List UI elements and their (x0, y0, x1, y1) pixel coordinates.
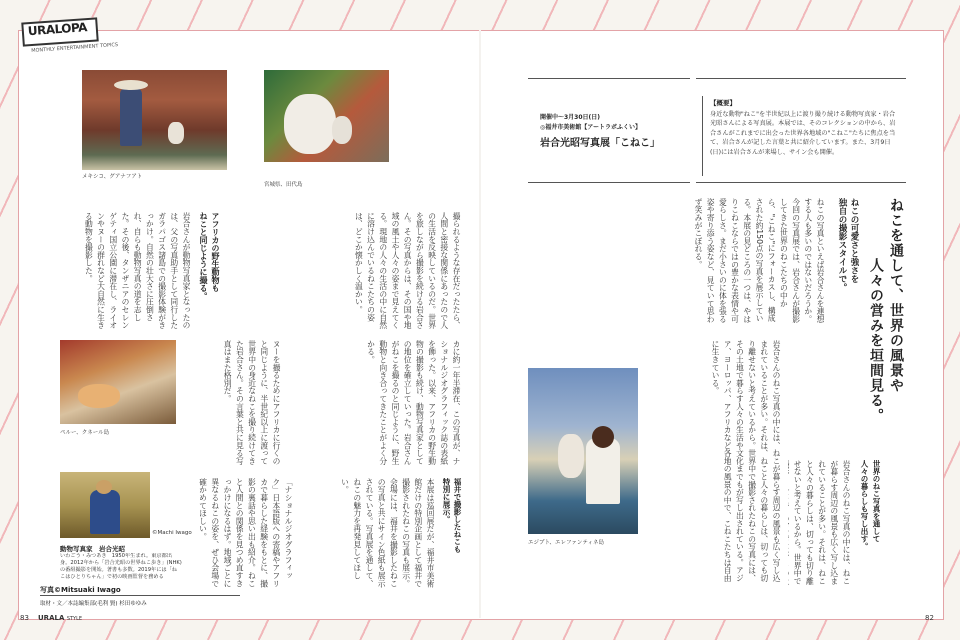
photo-peru-cats (60, 340, 176, 424)
photographer-head (96, 480, 112, 494)
event-date: 開催中～3月30日(日) (540, 114, 601, 121)
body-paragraph-world: 岩合さんのねこ写真の中には、ねこが暮らす周辺の風景も広く写し込まれていることが多い。それは、ねこと人々の暮らしは、切っても切り離せないと考えているから。世界中で (793, 460, 851, 585)
body-paragraph-4: カに約一年半滞在、この写真が、ナショナルジオグラフィック誌の表紙を飾った。以来、アフリカの野生動物の撮影も続け、動物写真家としての地位を確立していった。岩合さんがねこを撮るのと同じように、野生動物と向き合ってきたことがよく分かる。 (366, 340, 461, 465)
info-rule-bottom (696, 182, 906, 183)
logo-tagline: MONTHLY ENTERTAINMENT TOPICS (31, 41, 119, 55)
boy-head (592, 426, 614, 448)
body-paragraph-1: ねこの写真といえば岩合さんを連想する人も多いのではないだろうか。今回の写真展では、岩合さんが撮影してきた世界のねこたちの中から、"こねこ"にフォーカスし、構成された約150点の写真を展示している。本展の見どころの一つは、やはりこねこならではの豊かな表情や可愛らしさ。まだ小さいのに体を張る姿や寄り添う姿など、見ていて思わず笑みがこぼれる。 (693, 198, 825, 323)
photo-mexico-cats (82, 70, 227, 170)
caption-machi: ©Machi Iwago (152, 530, 192, 536)
lead-fukui-2: 特別に展示。 (442, 478, 451, 523)
page-number-left: 83 (20, 614, 29, 622)
caption-peru: ペルー、クネール島 (60, 430, 110, 436)
lead-africa-1: アフリカの野生動物も (211, 212, 220, 292)
event-venue: ◎福井市美術館【アートラボふくい】 (540, 124, 642, 131)
footer-style: STYLE (66, 616, 83, 622)
headline-line-2: 人々の営みを垣間見る。 (868, 258, 884, 423)
info-rule-top (696, 78, 906, 79)
lead-world-2: 人々の暮らしも写し出す。 (860, 460, 869, 550)
photo-credit: 写真©Mitsuaki Iwago (40, 586, 121, 594)
photo-photographer-portrait (60, 472, 150, 538)
headline-line-1: ねこを通して、世界の風景や (888, 198, 904, 393)
event-rule-bottom (528, 182, 690, 183)
lead-fukui-1: 福井で撮影したねこも (453, 478, 462, 553)
cat-on-boat (558, 434, 584, 478)
body-paragraph-5: 岩合さんが動物写真家となったのは、父の写真助手として同行したガラパゴス諸島での撮影体験がきっかけ。自然の壮大さに圧倒され、自らも動物写真の道を志した。その後、タンザニアのセレンゲティ国立公園に滞在し、ライオンやヌーの群れなど大自然に生きる動物を撮影した。 (84, 212, 191, 329)
photographer-figure (90, 490, 120, 534)
body-paragraph-8: 「ナショナルジオグラフィック」日本語版への寄稿やアフリカで暮らした経験をもとに、撮影の裏話や思い出も紹介。ねこと人間との関係を見つめ直すきっかけになるはず。地域ごとに異なるねこの姿を、ぜひ会場で確かめてほしい。 (198, 478, 293, 588)
body-paragraph-6: ヌーを撮るためにアフリカに行くのと同じように、半世紀以上に渡って世界中の身近なねこを撮り続けてきた岩合さん。その言葉と共に見る写真はまた格別だ。 (223, 340, 281, 465)
info-divider (702, 96, 703, 176)
footer-magazine-name (38, 614, 82, 622)
lead-style-2: 独自の撮影スタイルで。 (837, 198, 847, 292)
profile-body: いわごう・みつあき 1950年生まれ。東京都出身。2012年から「岩合光昭の世界ねこ歩き」(NHK)の番組撮影を開始。著書も多数。2019年には「ねこはひとりちゃん」で初の映画監督を務める (60, 553, 182, 580)
cat-shape (168, 122, 184, 144)
orange-cat (78, 384, 120, 408)
body-paragraph-7: 本展は巡回展だが、福井市美術館だけの特別企画として福井で撮影されたねこの写真も展示。会場には、福井を撮影したねこの写真と共にサイン色紙も展示されている。写真展を通して、ねこの魅力を再発見してほしい。 (340, 478, 435, 588)
footer-rule-left (40, 595, 240, 596)
white-cat-large (284, 94, 336, 154)
event-rule-top (528, 78, 690, 79)
man-figure (120, 88, 142, 146)
white-cat-small (332, 116, 352, 144)
logo-text: URALOPA (27, 20, 88, 39)
caption-egypt: エジプト、エレファンティネ島 (528, 540, 604, 546)
lead-world-1: 世界のねこ写真を通して (872, 460, 881, 543)
lead-style-1: ねこの可愛さと強さを (849, 198, 859, 283)
event-title: 岩合光昭写真展「こねこ」 (540, 138, 660, 149)
footer-name: URALA (38, 614, 65, 622)
photo-tashirojima-cats (264, 70, 389, 162)
page-fold (479, 30, 481, 618)
page-number-right: 82 (925, 614, 934, 622)
caption-mexico: メキシコ、グアナフアト (82, 174, 143, 180)
photo-egypt-boy-cat (528, 368, 638, 534)
profile-name: 動物写真家 岩合光昭 (60, 545, 125, 553)
staff-credit: 取材・文／本誌編集部(毛利 賢) 杉田ゆゆみ (40, 601, 147, 607)
lead-africa-2: ねこと同じように撮る。 (199, 212, 208, 300)
hat-shape (114, 80, 148, 90)
info-heading: 【概要】 (710, 99, 736, 107)
body-paragraph-3: 撮られるような存在だったたら、人間と密接な関係にあったので人の生活を反映しているのだ。世界を旅しながら撮影を続ける岩合さん。その写真からは、その国や地域の風土や人々の姿まで見えてくる。現地の人々の生活の中に自然に溶け込んでいるねこたちの姿は、どこか懐かしく温かい。 (354, 212, 461, 329)
body-paragraph-2: 岩合さんのねこ写真の中には、ねこが暮らす周辺の風景も広く写し込まれていることが多い。それは、ねこと人々の暮らしは、切っても切り離せないと考えているから。世界中で撮影されたねこの写真には、その土地で暮らす人々の生活や文化までもが写し出されている。アジア、ヨーロッパ、アフリカなど各地の風景の中で、こねこたちは自由に生きている。 (710, 340, 781, 582)
info-text: 身近な動物"ねこ"を半世紀以上に渡り撮り続ける動物写真家・岩合光昭さんによる写真展。本展では、そのコレクションの中から、岩合さんがこれまでに出会った世界各地域の"こねこ"たちに焦点を当て、岩合さんが記した言葉と共に紹介しています。また、3月9日(日)には岩合さんが来場し、サイン会も開催。 (710, 111, 896, 156)
caption-tashirojima: 宮城県、田代島 (264, 182, 303, 188)
